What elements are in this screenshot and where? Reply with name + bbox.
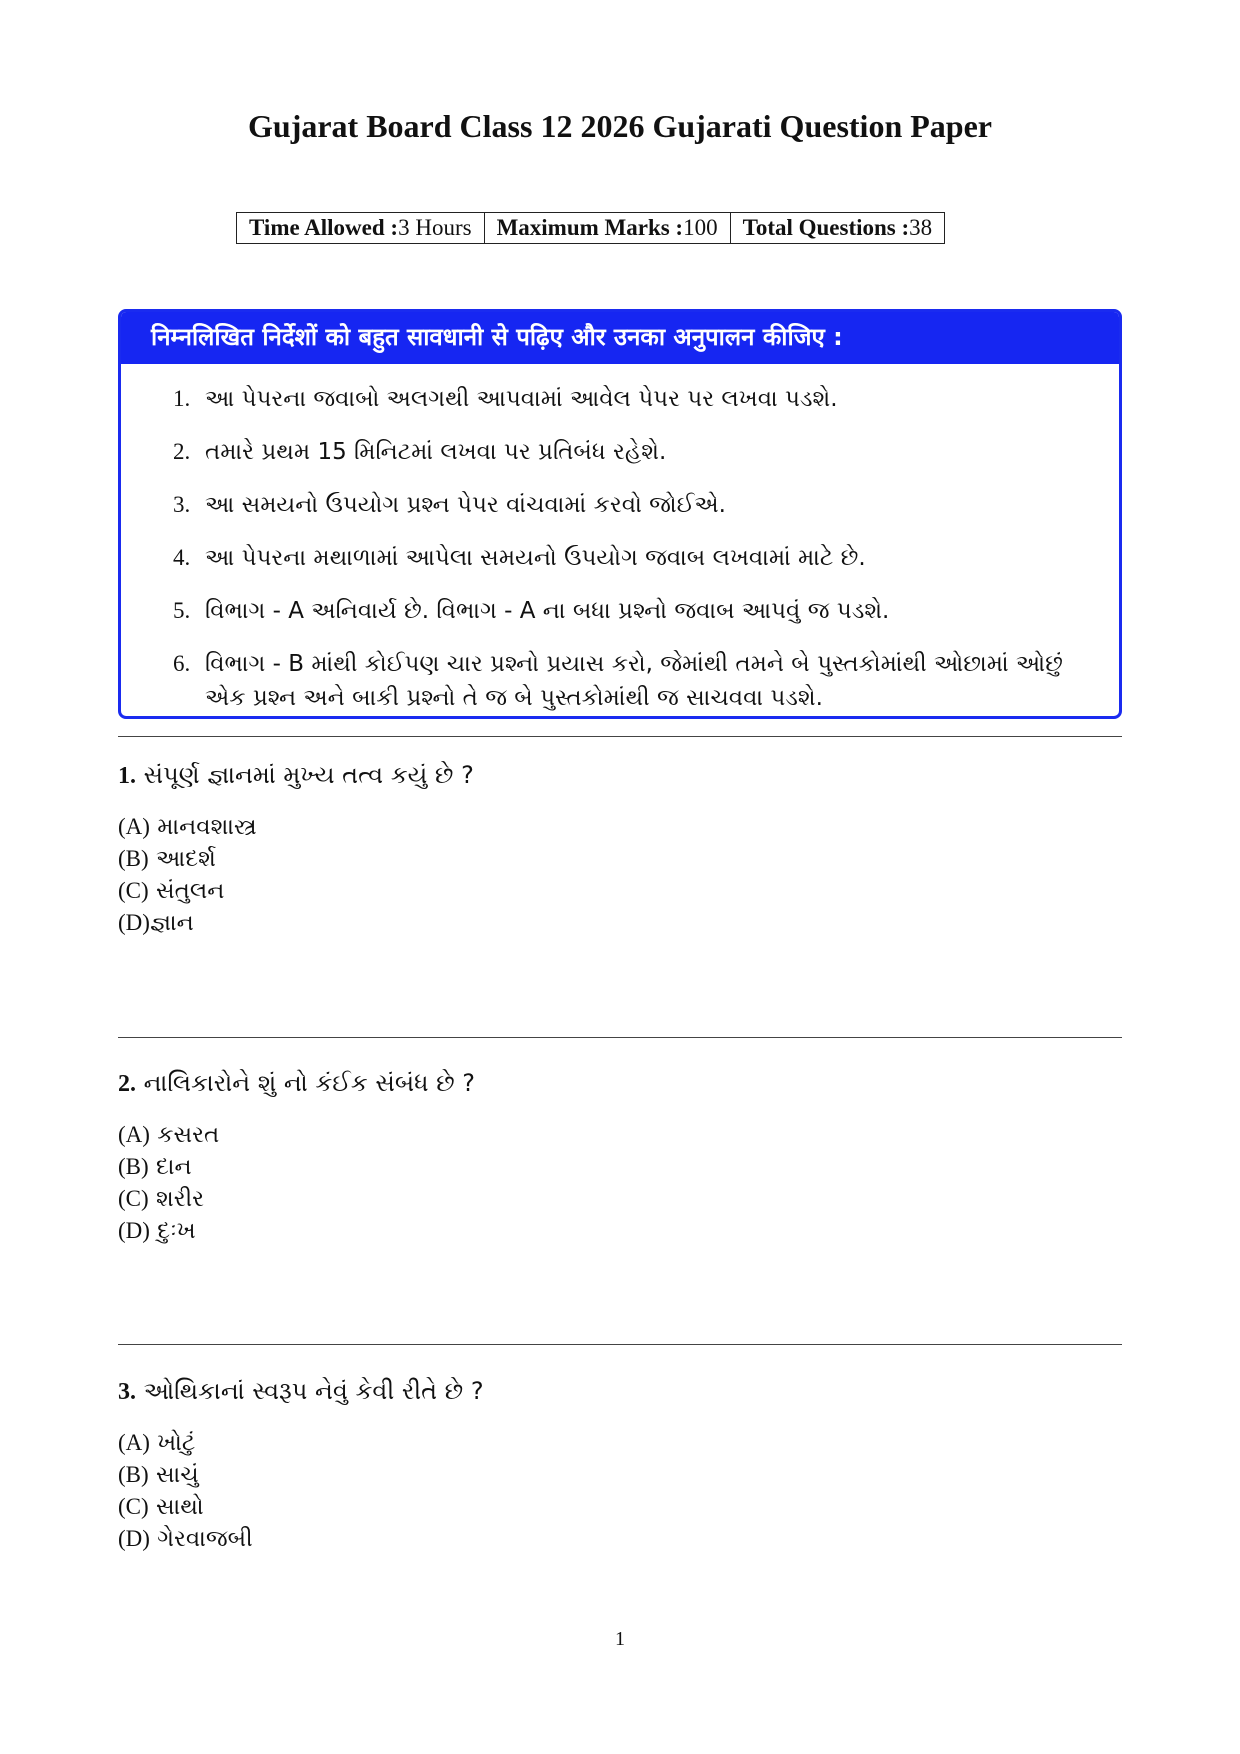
instruction-text: વિભાગ - B માંથી કોઈપણ ચાર પ્રશ્નો પ્રયાસ કરો, જેમાંથી તમને બે પુસ્તકોમાંથી ઓછામાં ઓછું એક પ્રશ્ન અને બાકી પ્રશ્નો તે જ બે પુસ્તકોમાંથી જ સાચવવા પડશે. bbox=[205, 651, 1063, 711]
maximum-marks-label: Maximum Marks : bbox=[496, 215, 684, 240]
question-1 bbox=[118, 758, 1122, 939]
total-questions-label: Total Questions : bbox=[742, 215, 910, 240]
option-text: ખોટું bbox=[149, 1430, 196, 1456]
question-body: ઓથિકાનાં સ્વરૂપ નેવું કેવી રીતે છે ? bbox=[136, 1377, 484, 1405]
option-letter: (A) bbox=[118, 1430, 150, 1455]
option-d bbox=[118, 907, 1122, 939]
instruction-item bbox=[121, 594, 1119, 628]
option-c bbox=[118, 1183, 1122, 1215]
option-c bbox=[118, 1491, 1122, 1523]
option-a bbox=[118, 1119, 1122, 1151]
option-b bbox=[118, 1151, 1122, 1183]
option-text: ગેરવાજબી bbox=[149, 1526, 253, 1552]
maximum-marks-cell bbox=[484, 213, 730, 244]
option-text: જ્ઞાન bbox=[149, 910, 194, 936]
instructions-heading: निम्नलिखित निर्देशों को बहुत सावधानी से पढ़िए और उनका अनुपालन कीजिए : bbox=[121, 312, 1119, 364]
question-divider bbox=[118, 1344, 1122, 1345]
instruction-item bbox=[121, 435, 1119, 469]
option-text: સાચું bbox=[148, 1462, 199, 1488]
option-b bbox=[118, 1459, 1122, 1491]
paper-title: Gujarat Board Class 12 2026 Gujarati Question Paper bbox=[248, 108, 992, 144]
instruction-text: આ પેપરના જવાબો અલગથી આપવામાં આવેલ પેપર પર લખવા પડશે. bbox=[205, 386, 838, 412]
time-allowed-cell bbox=[237, 213, 485, 244]
option-letter: (B) bbox=[118, 1154, 149, 1179]
option-letter: (C) bbox=[118, 878, 149, 903]
exam-meta-table bbox=[236, 212, 945, 244]
question-text bbox=[118, 1066, 1122, 1101]
option-letter: (B) bbox=[118, 1462, 149, 1487]
instruction-item bbox=[121, 488, 1119, 522]
option-b bbox=[118, 843, 1122, 875]
question-divider bbox=[118, 1037, 1122, 1038]
instruction-text: આ પેપરના મથાળામાં આપેલા સમયનો ઉપયોગ જવાબ લખવામાં માટે છે. bbox=[205, 545, 866, 571]
page-number: 1 bbox=[615, 1628, 625, 1650]
instruction-number: 4. bbox=[173, 545, 191, 570]
option-letter: (C) bbox=[118, 1494, 149, 1519]
options-list bbox=[118, 1427, 1122, 1555]
option-c bbox=[118, 875, 1122, 907]
time-allowed-label: Time Allowed : bbox=[249, 215, 399, 240]
question-number: 1. bbox=[118, 763, 136, 789]
option-d bbox=[118, 1523, 1122, 1555]
option-letter: (A) bbox=[118, 814, 150, 839]
option-letter: (A) bbox=[118, 1122, 150, 1147]
option-text: સંતુલન bbox=[148, 878, 225, 904]
instruction-number: 6. bbox=[173, 651, 191, 676]
option-text: કસરત bbox=[149, 1122, 220, 1148]
instruction-item bbox=[121, 382, 1119, 416]
instruction-text: વિભાગ - A અનિવાર્ય છે. વિભાગ - A ના બધા પ્રશ્નો જવાબ આપવું જ પડશે. bbox=[205, 598, 890, 624]
option-d bbox=[118, 1215, 1122, 1247]
option-text: માનવશાસ્ત્ર bbox=[149, 814, 257, 840]
instruction-item bbox=[121, 647, 1119, 715]
instruction-number: 1. bbox=[173, 386, 191, 411]
instruction-item bbox=[121, 541, 1119, 575]
question-number: 3. bbox=[118, 1379, 136, 1405]
option-letter: (B) bbox=[118, 846, 149, 871]
question-text bbox=[118, 758, 1122, 793]
section-divider bbox=[118, 736, 1122, 737]
option-letter: (D) bbox=[118, 910, 150, 935]
total-questions-value: 38 bbox=[909, 215, 933, 240]
question-text bbox=[118, 1374, 1122, 1409]
instruction-number: 3. bbox=[173, 492, 191, 517]
option-text: સાથો bbox=[148, 1494, 204, 1520]
option-letter: (C) bbox=[118, 1186, 149, 1211]
option-a bbox=[118, 1427, 1122, 1459]
question-number: 2. bbox=[118, 1071, 136, 1097]
question-2 bbox=[118, 1066, 1122, 1247]
question-3 bbox=[118, 1374, 1122, 1555]
options-list bbox=[118, 811, 1122, 939]
option-letter: (D) bbox=[118, 1218, 150, 1243]
question-body: નાલિકારોને શું નો કંઈક સંબંધ છે ? bbox=[136, 1069, 476, 1097]
option-a bbox=[118, 811, 1122, 843]
option-text: દુઃખ bbox=[149, 1218, 196, 1244]
maximum-marks-value: 100 bbox=[683, 215, 718, 240]
instruction-number: 5. bbox=[173, 598, 191, 623]
option-text: આદર્શ bbox=[148, 846, 216, 872]
options-list bbox=[118, 1119, 1122, 1247]
option-text: દાન bbox=[148, 1154, 192, 1180]
instruction-number: 2. bbox=[173, 439, 191, 464]
total-questions-cell bbox=[730, 213, 945, 244]
instructions-list bbox=[121, 364, 1119, 715]
option-text: શરીર bbox=[148, 1186, 205, 1212]
time-allowed-value: 3 Hours bbox=[398, 215, 472, 240]
instruction-text: આ સમયનો ઉપયોગ પ્રશ્ન પેપર વાંચવામાં કરવો જોઈએ. bbox=[205, 492, 726, 518]
instruction-text: તમારે પ્રથમ 15 મિનિટમાં લખવા પર પ્રતિબંધ રહેશે. bbox=[205, 439, 667, 465]
option-letter: (D) bbox=[118, 1526, 150, 1551]
question-body: સંપૂર્ણ જ્ઞાનમાં મુખ્ય તત્વ કયું છે ? bbox=[136, 761, 474, 789]
instructions-box bbox=[118, 309, 1122, 719]
